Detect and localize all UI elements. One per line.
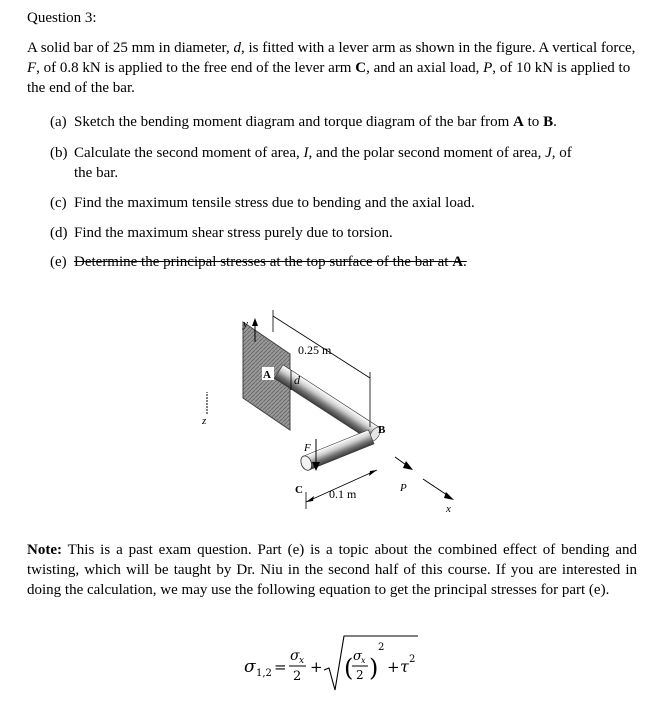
- label-p: P: [400, 482, 407, 494]
- axis-x-label: x: [446, 503, 451, 515]
- dim-short-arrow-b: [369, 470, 377, 476]
- eq-frac2-num-sub: x: [361, 656, 366, 665]
- part-e: (e) Determine the principal stresses at the top surface of the bar at A.: [50, 254, 467, 270]
- part-c: (c) Find the maximum tensile stress due to bending and the axial load.: [50, 195, 475, 211]
- load-p-arrowhead: [403, 461, 413, 470]
- label-a: A: [263, 369, 271, 381]
- bar-lever-figure: [195, 302, 470, 517]
- part-b: (b) Calculate the second moment of area, I, and the polar second moment of area, J, of the bar.: [50, 145, 572, 181]
- note-paragraph: Note: This is a past exam question. Part (e) is a topic about the combined effect of bending and twisting, which will be taught by Dr. Niu in the second half of this course. If you are interested in doing the calculation, we may use the following equation to get the principal stresses for part (e).: [27, 542, 637, 598]
- eq-plus-2: +: [387, 658, 400, 676]
- axis-y-label: y: [243, 318, 248, 330]
- eq-frac1-den: 2: [293, 669, 302, 684]
- eq-power: 2: [378, 642, 385, 653]
- y-axis-arrow: [252, 318, 258, 326]
- dim-short-label: 0.1 m: [329, 487, 357, 501]
- question-title: Question 3:: [27, 10, 97, 26]
- eq-paren-left: (: [344, 654, 354, 682]
- axis-z-label: z: [202, 415, 207, 427]
- label-c: C: [295, 484, 303, 496]
- label-b: B: [378, 424, 386, 436]
- part-d: (d) Find the maximum shear stress purely due to torsion.: [50, 225, 393, 241]
- eq-paren-right: ): [369, 654, 379, 682]
- part-a: (a) Sketch the bending moment diagram and torque diagram of the bar from A to B.: [50, 114, 557, 130]
- dim-long-label: 0.25 m: [298, 343, 332, 357]
- eq-frac2-den: 2: [356, 668, 364, 682]
- dim-short-arrow-a: [306, 496, 314, 502]
- question-intro: A solid bar of 25 mm in diameter, d, is fitted with a lever arm as shown in the figure. A vertical force, F, of 0.8 kN is applied to the free end of the lever arm C, and an axial load, P, of 10 kN is applied to the end of the bar.: [27, 40, 636, 96]
- principal-stress-equation: [240, 630, 440, 700]
- eq-tau: τ: [400, 657, 409, 676]
- label-d: d: [294, 373, 300, 387]
- eq-tau-power: 2: [409, 654, 416, 665]
- x-axis-arrow: [444, 492, 454, 500]
- eq-frac1-num-sub: x: [299, 656, 305, 666]
- eq-sigma-sub: 1,2: [256, 668, 272, 679]
- eq-equals: =: [274, 658, 287, 676]
- eq-plus: +: [310, 658, 323, 676]
- label-f: F: [304, 442, 311, 454]
- eq-sigma: σ: [244, 657, 256, 677]
- eq-frac2-num: σ: [353, 649, 362, 664]
- eq-frac1-num: σ: [290, 648, 300, 664]
